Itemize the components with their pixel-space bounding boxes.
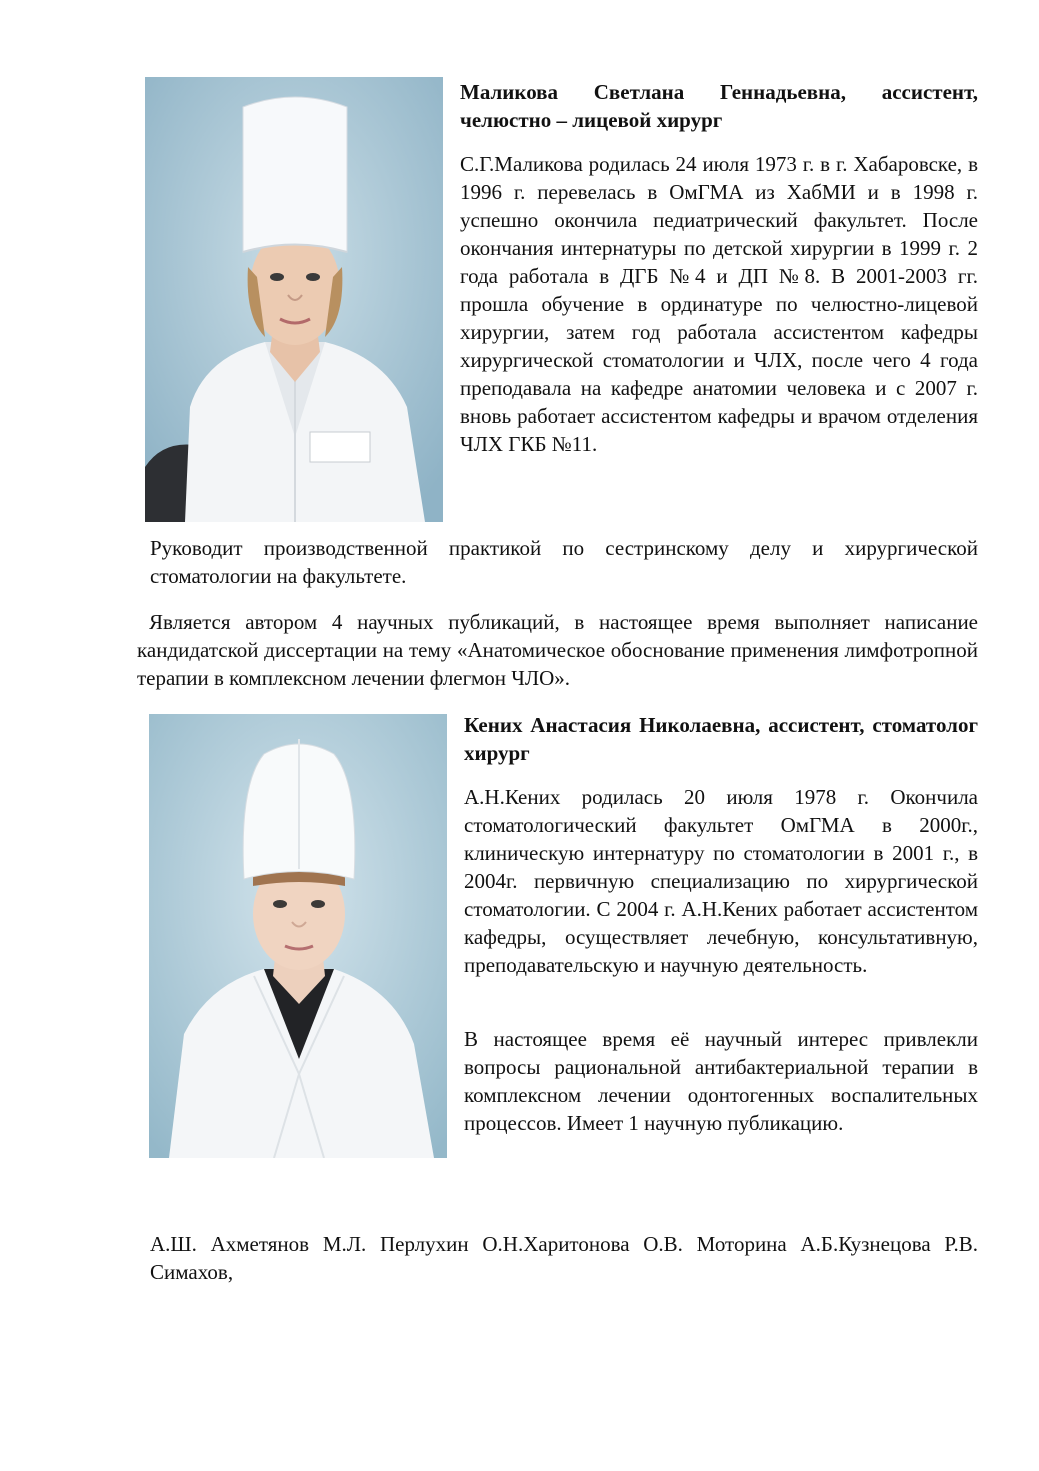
signatures: А.Ш. Ахметянов М.Л. Перлухин О.Н.Харитонова О.В. Моторина А.Б.Кузнецова Р.В. Симахов, bbox=[150, 1232, 978, 1284]
person1-publications: Является автором 4 научных публикаций, в настоящее время выполняет написание кандидатской диссертации на тему «Анатомическое обоснование применения лимфотропной терапии в комплексном лечении флегмон ЧЛО». bbox=[137, 610, 978, 690]
person2-bio: А.Н.Кених родилась 20 июля 1978 г. Окончила стоматологический факультет ОмГМА в 2000г., клиническую интернатуру по стоматологии в 2001 г., в 2004г. первичную специализацию по хирургической стоматологии. С 2004 г. А.Н.Кених работает ассистентом кафедры, осуществляет лечебную, консультативную, преподавательскую и научную деятельность. bbox=[464, 785, 978, 977]
person1-photo bbox=[145, 77, 443, 522]
person1-heading: Маликова Светлана Геннадьевна, ассистент, челюстно – лицевой хирург bbox=[460, 80, 978, 132]
person1-continuation: Руководит производственной практикой по сестринскому делу и хирургической стоматологии на факультете. bbox=[150, 536, 978, 588]
portrait-photo-icon bbox=[145, 77, 443, 522]
portrait-photo-icon bbox=[149, 714, 447, 1158]
person2-photo bbox=[149, 714, 447, 1158]
person1-bio: С.Г.Маликова родилась 24 июля 1973 г. в г. Хабаровске, в 1996 г. перевелась в ОмГМА из ХабМИ и в 1998 г. успешно окончила педиатрический факультет. После окончания интернатуры по детской хирургии в 1999 г. 2 года работала в ДГБ №4 и ДП №8. В 2001-2003 гг. прошла обучение в ординатуре по челюстно-лицевой хирургии, затем год работала ассистентом кафедры хирургической стоматологии и ЧЛХ, после чего 4 года преподавала на кафедре анатомии человека и с 2007 г. вновь работает ассистентом кафедры и врачом отделения ЧЛХ ГКБ №11. bbox=[460, 152, 978, 456]
person2-heading: Кених Анастасия Николаевна, ассистент, стоматолог хирург bbox=[464, 713, 978, 765]
person2-interest: В настоящее время её научный интерес привлекли вопросы рациональной антибактериальной терапии в комплексном лечении одонтогенных воспалительных процессов. Имеет 1 научную публикацию. bbox=[464, 1027, 978, 1135]
